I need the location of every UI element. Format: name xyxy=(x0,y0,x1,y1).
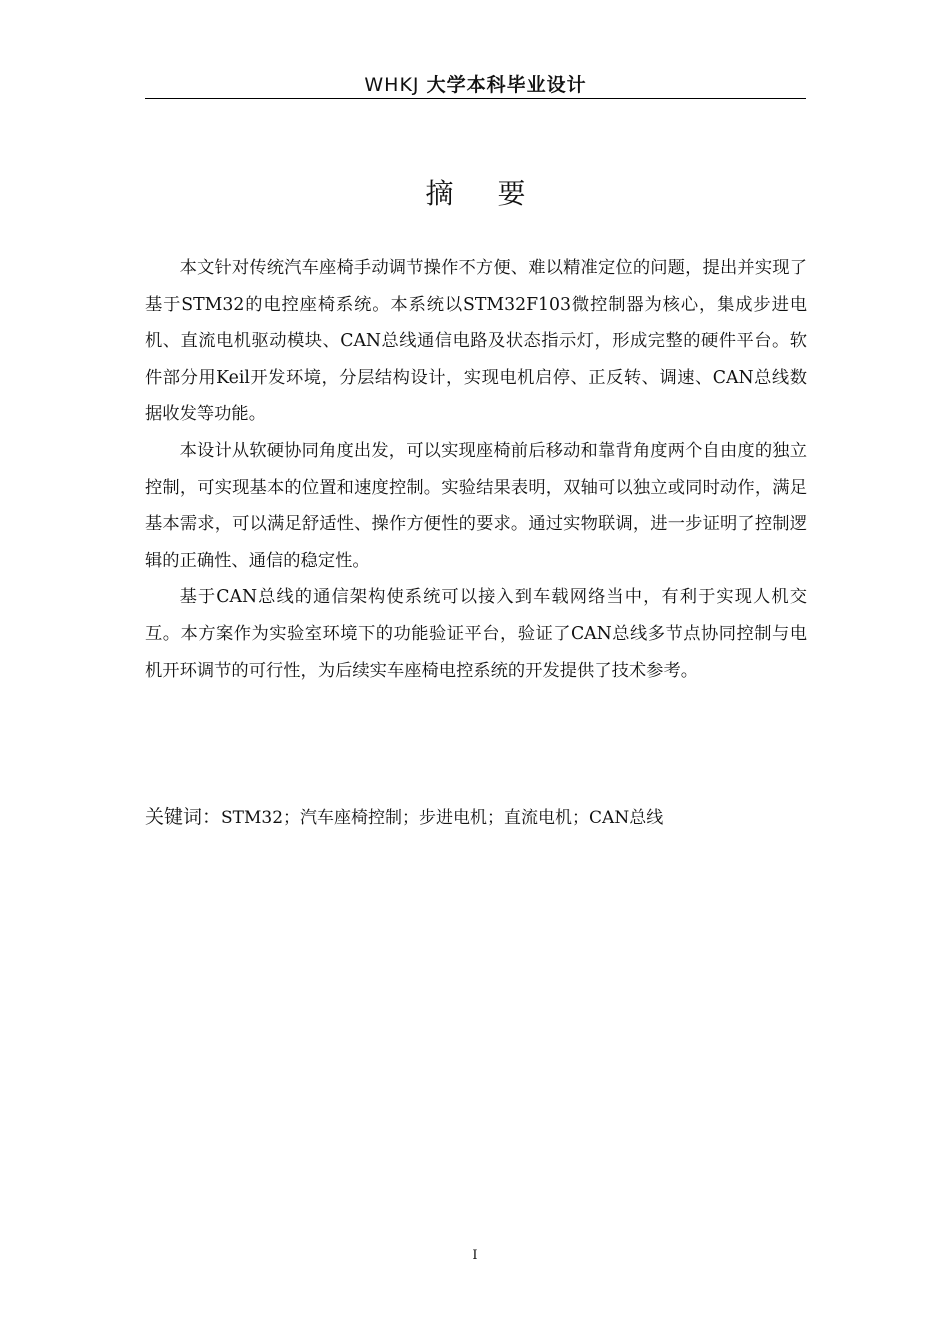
abstract-paragraph-1: 本文针对传统汽车座椅手动调节操作不方便、难以精准定位的问题，提出并实现了基于STM32的电控座椅系统。本系统以STM32F103微控制器为核心，集成步进电机、直流电机驱动模块、CAN总线通信电路及状态指示灯，形成完整的硬件平台。软件部分用Keil开发环境，分层结构设计，实现电机启停、正反转、调速、CAN总线数据收发等功能。 xyxy=(145,258,807,425)
abstract-title: 摘要 xyxy=(425,177,570,210)
abstract-paragraph-2: 本设计从软硬协同角度出发，可以实现座椅前后移动和靠背角度两个自由度的独立控制，可实现基本的位置和速度控制。实验结果表明，双轴可以独立或同时动作，满足基本需求，可以满足舒适性、操作方便性的要求。通过实物联调，进一步证明了控制逻辑的正确性、通信的稳定性。 xyxy=(145,440,807,571)
header-institution: WHKJ xyxy=(364,74,420,96)
page-number: I xyxy=(472,1248,478,1263)
header-subtitle: 大学本科毕业设计 xyxy=(426,74,587,96)
header-rule xyxy=(145,98,806,99)
keywords-line xyxy=(145,802,807,829)
page-header xyxy=(145,70,806,97)
keywords-text: STM32；汽车座椅控制；步进电机；直流电机；CAN总线 xyxy=(221,808,664,828)
abstract-paragraph-3: 基于CAN总线的通信架构使系统可以接入到车载网络当中，有利于实现人机交互。本方案作为实验室环境下的功能验证平台，验证了CAN总线多节点协同控制与电机开环调节的可行性，为后续实车座椅电控系统的开发提供了技术参考。 xyxy=(145,587,807,681)
keywords-label: 关键词： xyxy=(145,806,222,828)
abstract-body xyxy=(145,250,807,689)
